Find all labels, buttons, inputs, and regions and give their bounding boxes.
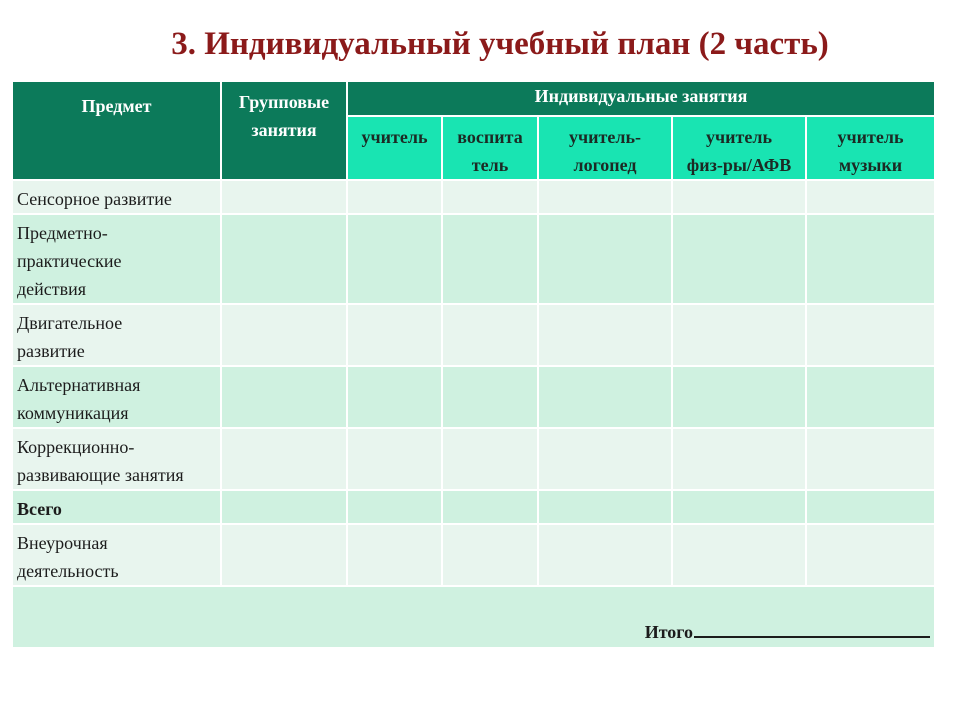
table-cell <box>347 214 442 304</box>
table-cell <box>672 366 806 428</box>
table-row-grand-total <box>12 586 935 648</box>
table-cell <box>221 524 347 586</box>
row-label-line: развитие <box>17 341 85 361</box>
column-header-individual <box>347 81 935 116</box>
row-label-line: практические <box>17 251 122 271</box>
column-header-pe-teacher <box>672 116 806 180</box>
grand-total-blank-line <box>694 618 930 638</box>
row-label-line: Сенсорное развитие <box>17 189 172 209</box>
page-title: 3. Индивидуальный учебный план (2 часть) <box>171 26 829 62</box>
row-label-line: Предметно- <box>17 223 108 243</box>
grand-total-cell <box>12 586 935 648</box>
table-cell <box>347 180 442 214</box>
column-header-educator-line1: воспита <box>457 127 523 147</box>
table-cell <box>538 366 672 428</box>
column-header-speech-therapist-line2: логопед <box>573 155 637 175</box>
table-cell <box>806 180 935 214</box>
table-cell <box>347 366 442 428</box>
column-header-subject-label: Предмет <box>81 96 152 116</box>
column-header-individual-label: Индивидуальные занятия <box>534 86 748 106</box>
table-cell <box>672 180 806 214</box>
row-label-alt-communication <box>12 366 221 428</box>
column-header-group <box>221 81 347 180</box>
table-cell <box>442 524 538 586</box>
row-label-line: действия <box>17 279 87 299</box>
table-cell <box>347 524 442 586</box>
table-cell <box>221 304 347 366</box>
row-label-line: Коррекционно- <box>17 437 135 457</box>
column-header-pe-teacher-line2: физ-ры/АФВ <box>686 155 792 175</box>
row-label-total <box>12 490 221 524</box>
grand-total-label: Итого <box>644 622 694 642</box>
table-cell <box>806 366 935 428</box>
row-label-extracurricular <box>12 524 221 586</box>
row-label-line: Двигательное <box>17 313 123 333</box>
table-row-sensory <box>12 180 935 214</box>
table-cell <box>806 304 935 366</box>
table-cell <box>538 490 672 524</box>
row-label-line: коммуникация <box>17 403 129 423</box>
column-header-subject <box>12 81 221 180</box>
column-header-pe-teacher-line1: учитель <box>706 127 772 147</box>
column-header-teacher <box>347 116 442 180</box>
column-header-music-teacher <box>806 116 935 180</box>
row-label-line: Альтернативная <box>17 375 141 395</box>
table-cell <box>347 304 442 366</box>
table-cell <box>538 524 672 586</box>
table-cell <box>806 524 935 586</box>
table-cell <box>442 490 538 524</box>
table-cell <box>672 428 806 490</box>
table-cell <box>672 304 806 366</box>
table-cell <box>538 304 672 366</box>
table-row-alt-communication <box>12 366 935 428</box>
table-cell <box>442 214 538 304</box>
row-label-motor <box>12 304 221 366</box>
table-cell <box>538 214 672 304</box>
column-header-group-line2: занятия <box>251 120 317 140</box>
column-header-group-line1: Групповые <box>238 92 330 112</box>
row-label-line: деятельность <box>17 561 119 581</box>
table-cell <box>221 214 347 304</box>
table-cell <box>221 490 347 524</box>
row-label-correctional <box>12 428 221 490</box>
row-label-sensory <box>12 180 221 214</box>
table-row-correctional <box>12 428 935 490</box>
table-cell <box>538 428 672 490</box>
column-header-educator-line2: тель <box>471 155 509 175</box>
column-header-speech-therapist <box>538 116 672 180</box>
table-cell <box>442 180 538 214</box>
table-cell <box>806 490 935 524</box>
column-header-teacher-line1: учитель <box>361 127 428 147</box>
table-cell <box>672 490 806 524</box>
column-header-speech-therapist-line1: учитель- <box>569 127 641 147</box>
row-label-line: развивающие занятия <box>17 465 184 485</box>
table-cell <box>442 366 538 428</box>
row-label-object-actions <box>12 214 221 304</box>
table-row-motor <box>12 304 935 366</box>
table-cell <box>442 428 538 490</box>
column-header-music-teacher-line2: музыки <box>838 155 903 175</box>
table-cell <box>806 428 935 490</box>
table-cell <box>538 180 672 214</box>
individual-plan-table <box>11 80 936 649</box>
column-header-music-teacher-line1: учитель <box>837 127 904 147</box>
table-row-object-actions <box>12 214 935 304</box>
table-cell <box>806 214 935 304</box>
row-label-line: Всего <box>17 499 62 519</box>
table-cell <box>347 428 442 490</box>
table-cell <box>347 490 442 524</box>
column-header-educator <box>442 116 538 180</box>
table-cell <box>442 304 538 366</box>
table-cell <box>221 180 347 214</box>
table-cell <box>672 524 806 586</box>
table-cell <box>672 214 806 304</box>
table-cell <box>221 366 347 428</box>
table-cell <box>221 428 347 490</box>
table-row-extracurricular <box>12 524 935 586</box>
row-label-line: Внеурочная <box>17 533 108 553</box>
table-row-total <box>12 490 935 524</box>
